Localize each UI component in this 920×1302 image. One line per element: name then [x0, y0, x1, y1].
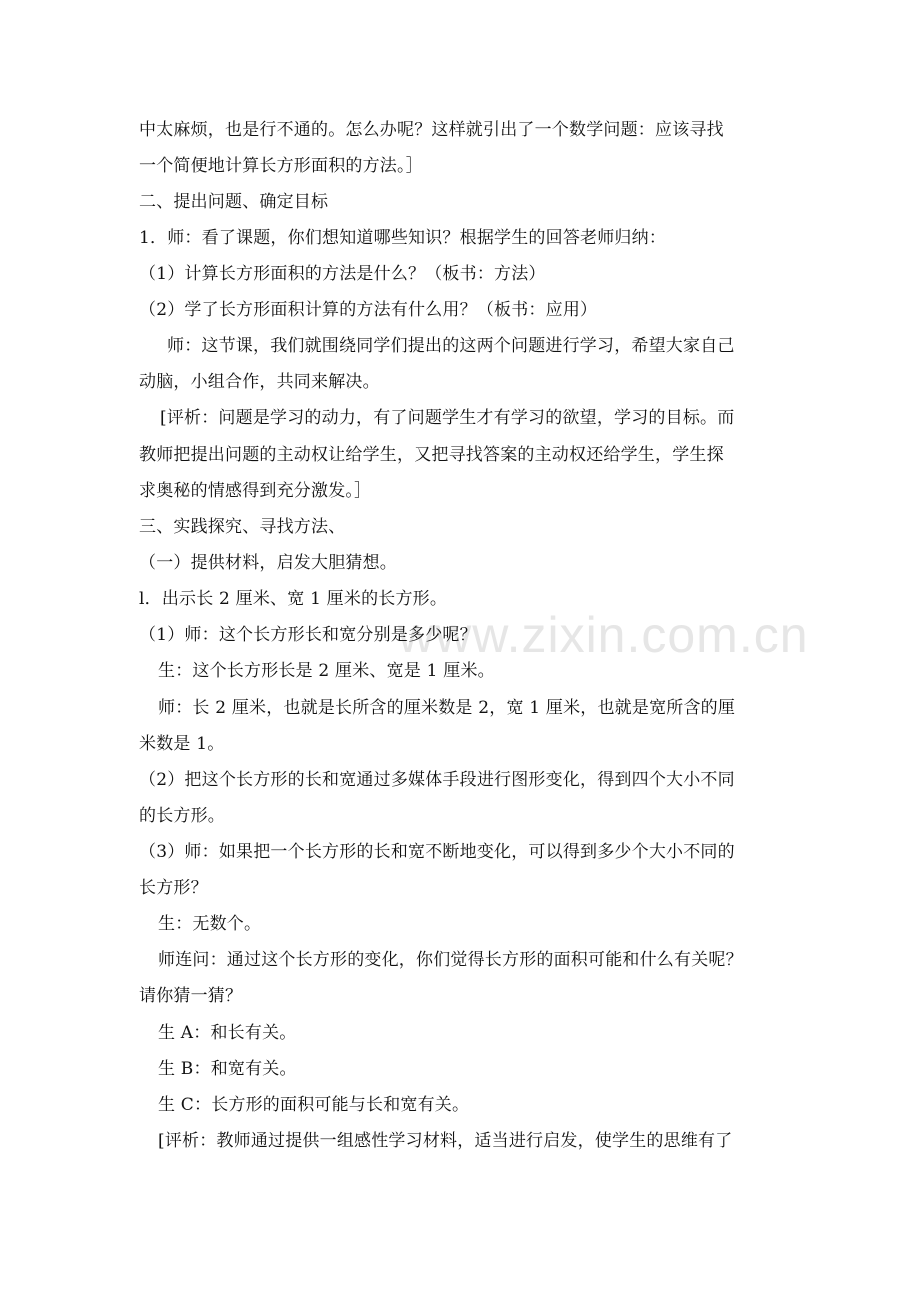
- text-line: 动脑，小组合作，共同来解决。: [139, 372, 380, 392]
- text-line: 生：这个长方形长是 2 厘米、宽是 1 厘米。: [158, 661, 495, 681]
- text-line: 长方形？: [139, 878, 208, 898]
- text-line: l．出示长 2 厘米、宽 1 厘米的长方形。: [139, 589, 448, 609]
- text-line: （2）学了长方形面积计算的方法有什么用？（板书：应用）: [139, 300, 598, 320]
- commentary-line: [评析：问题是学习的动力，有了问题学生才有学习的欲望，学习的目标。而: [160, 408, 735, 428]
- section-heading: 二、提出问题、确定目标: [139, 192, 329, 212]
- text-line: （2）把这个长方形的长和宽通过多媒体手段进行图形变化，得到四个大小不同: [139, 770, 735, 790]
- watermark-text: www.zixin.com.cn: [398, 607, 809, 663]
- section-heading: 三、实践探究、寻找方法、: [139, 517, 346, 537]
- text-line: （1）师：这个长方形长和宽分别是多少呢？: [139, 625, 477, 645]
- text-line: 师：长 2 厘米，也就是长所含的厘米数是 2，宽 1 厘米，也就是宽所含的厘: [158, 698, 736, 718]
- text-line: 生 A：和长有关。: [158, 1023, 297, 1043]
- text-line: 的长方形。: [139, 806, 225, 826]
- commentary-line: 求奥秘的情感得到充分激发。］: [139, 481, 372, 501]
- text-line: 一个简便地计算长方形面积的方法。］: [139, 156, 423, 176]
- text-line: （3）师：如果把一个长方形的长和宽不断地变化，可以得到多少个大小不同的: [139, 842, 735, 862]
- commentary-line: 教师把提出问题的主动权让给学生，又把寻找答案的主动权还给学生，学生探: [139, 445, 724, 465]
- text-line: 师连问：通过这个长方形的变化，你们觉得长方形的面积可能和什么有关呢？: [158, 950, 743, 970]
- text-line: 米数是 1。: [139, 734, 225, 754]
- text-line: 生 B：和宽有关。: [158, 1059, 297, 1079]
- text-line: （1）计算长方形面积的方法是什么？（板书：方法）: [139, 264, 546, 284]
- text-line: 生 C：长方形的面积可能与长和宽有关。: [158, 1095, 470, 1115]
- text-line: 师：这节课，我们就围绕同学们提出的这两个问题进行学习，希望大家自己: [167, 336, 735, 356]
- text-line: 中太麻烦，也是行不通的。怎么办呢？这样就引出了一个数学问题：应该寻找: [139, 120, 724, 140]
- text-line: 1．师：看了课题，你们想知道哪些知识？根据学生的回答老师归纳：: [139, 228, 667, 248]
- subsection-heading: （一）提供材料，启发大胆猜想。: [139, 553, 397, 573]
- commentary-line: [评析：教师通过提供一组感性学习材料，适当进行启发，使学生的思维有了: [158, 1131, 733, 1151]
- text-line: 生：无数个。: [158, 914, 262, 934]
- text-line: 请你猜一猜？: [139, 986, 243, 1006]
